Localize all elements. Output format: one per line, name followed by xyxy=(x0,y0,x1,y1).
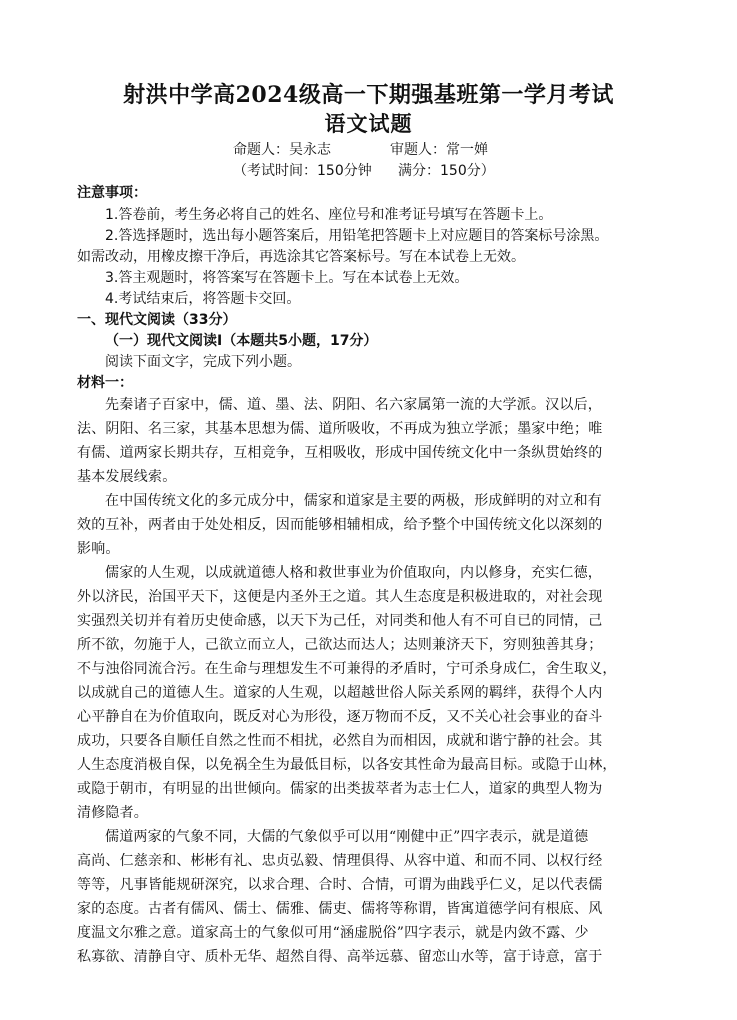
notice-item: 如需改动，用橡皮擦干净后，再选涂其它答案标号。写在本试卷上无效。 xyxy=(77,249,525,265)
passage-line: 实强烈关切并有着历史使命感，以天下为己任，对同类和他人有不可自已的同情，己 xyxy=(77,613,603,629)
passage-line: 人生态度消极自保，以免祸全生为最低目标，以各安其性命为最高目标。或隐于山林， xyxy=(77,757,617,773)
notice-item: 2.答选择题时，选出每小题答案后，用铅笔把答题卡上对应题目的答案标号涂黑。 xyxy=(105,228,609,244)
exam-time: （考试时间：150分钟 xyxy=(233,163,372,179)
passage-line: 效的互补，两者由于处处相反，因而能够相辅相成，给予整个中国传统文化以深刻的 xyxy=(77,517,603,533)
passage-line: 不与浊俗同流合污。在生命与理想发生不可兼得的矛盾时，宁可杀身成仁，舍生取义， xyxy=(77,661,617,677)
sub-section-heading: （一）现代文阅读Ⅰ（本题共5小题，17分） xyxy=(105,333,378,349)
passage-line: 所不欲，勿施于人，己欲立而立人，己欲达而达人；达则兼济天下，穷则独善其身； xyxy=(77,637,603,653)
passage-line: 有儒、道两家长期共存，互相竞争，互相吸收，形成中国传统文化中一条纵贯始终的 xyxy=(77,445,603,461)
notice-item: 3.答主观题时，将答案写在答题卡上。写在本试卷上无效。 xyxy=(105,270,469,286)
passage-line: 在中国传统文化的多元成分中，儒家和道家是主要的两极，形成鲜明的对立和有 xyxy=(105,493,602,509)
reviewer: 审题人：常一婵 xyxy=(390,142,488,158)
exam-title: 射洪中学高2024级高一下期强基班第一学月考试 xyxy=(123,82,614,108)
passage-line: 或隐于朝市，有明显的出世倾向。儒家的出类拔萃者为志士仁人，道家的典型人物为 xyxy=(77,781,603,797)
passage-line: 影响。 xyxy=(77,541,120,557)
passage-line: 清修隐者。 xyxy=(77,805,148,821)
passage-line: 儒家的人生观，以成就道德人格和救世事业为价值取向，内以修身，充实仁德， xyxy=(105,565,602,581)
passage-line: 儒道两家的气象不同，大儒的气象似乎可以用“刚健中正”四字表示，就是道德 xyxy=(105,829,589,845)
passage-line: 法、阴阳、名三家，其基本思想为儒、道所吸收，不再成为独立学派；墨家中绝；唯 xyxy=(77,421,603,437)
notice-item: 4.考试结束后，将答题卡交回。 xyxy=(105,291,301,307)
passage-line: 度温文尔雅之意。道家高士的气象似可用“涵虚脱俗”四字表示，就是内敛不露、少 xyxy=(77,925,589,941)
instruction: 阅读下面文字，完成下列小题。 xyxy=(105,354,301,370)
full-score: 满分：150分） xyxy=(398,163,495,179)
passage-line: 心平静自在为价值取向，既反对心为形役，逐万物而不反，又不关心社会事业的奋斗 xyxy=(77,709,603,725)
subject-title: 语文试题 xyxy=(324,111,413,136)
passage-line: 私寡欲、清静自守、质朴无华、超然自得、高举远慕、留恋山水等，富于诗意，富于 xyxy=(77,949,603,965)
passage-line: 外以济民，治国平天下，这便是内圣外王之道。其人生态度是积极进取的，对社会现 xyxy=(77,589,603,605)
passage-line: 先秦诸子百家中，儒、道、墨、法、阴阳、名六家属第一流的大学派。汉以后， xyxy=(105,397,602,413)
material-label: 材料一： xyxy=(77,375,133,391)
passage-line: 高尚、仁慈亲和、彬彬有礼、忠贞弘毅、情理俱得、从容中道、和而不同、以权行经 xyxy=(77,853,603,869)
setter: 命题人：吴永志 xyxy=(233,142,331,158)
passage-line: 成功，只要各自顺任自然之性而不相扰，必然自为而相因，成就和谐宁静的社会。其 xyxy=(77,733,603,749)
passage-line: 以成就自己的道德人生。道家的人生观，以超越世俗人际关系网的羁绊，获得个人内 xyxy=(77,685,603,701)
notice-item: 1.答卷前，考生务必将自己的姓名、座位号和准考证号填写在答题卡上。 xyxy=(105,207,553,223)
section-heading: 一、现代文阅读（33分） xyxy=(77,312,237,328)
notice-heading: 注意事项： xyxy=(77,185,147,201)
passage-line: 等等，凡事皆能规研深究，以求合理、合时、合情，可谓为曲践乎仁义，足以代表儒 xyxy=(77,877,603,893)
passage-line: 家的态度。古者有儒风、儒士、儒雅、儒吏、儒将等称谓，皆寓道德学问有根底、风 xyxy=(77,901,603,917)
passage-line: 基本发展线索。 xyxy=(77,469,177,485)
